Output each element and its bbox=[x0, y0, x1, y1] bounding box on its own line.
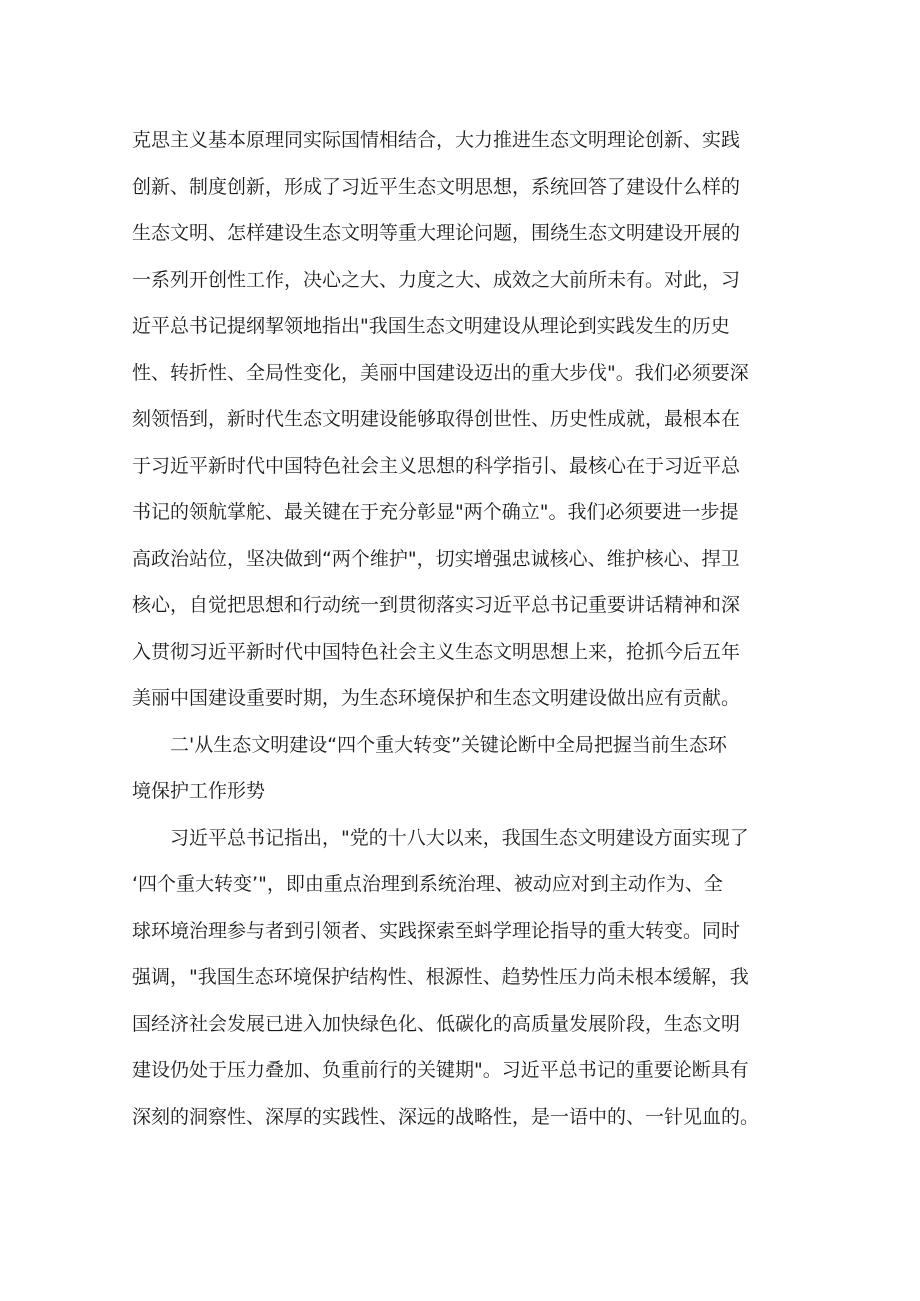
text-line: 书记的领航掌舵、最关键在于充分彰显"两个确立"。我们必须要进一步提 bbox=[132, 501, 739, 523]
text-line: 高政治站位，坚决做到“两个维护"，切实增强忠诚核心、维护核心、捍卫 bbox=[132, 547, 740, 570]
text-line: 近平总书记提纲挈领地指出"我国生态文明建设从理论到实践发生的历史 bbox=[132, 315, 730, 337]
text-line: 核心，自觉把思想和行动统一到贯彻落实习近平总书记重要讲话精神和深 bbox=[132, 594, 741, 616]
text-line: 刻领悟到，新时代生态文明建设能够取得创世性、历史性成就，最根本在 bbox=[132, 408, 741, 430]
text-line: 境保护工作形势 bbox=[132, 780, 266, 802]
text-line: ‘四个重大转变’"，即由重点治理到系统治理、被动应对到主动作为、全 bbox=[132, 873, 723, 895]
text-line: 深刻的洞察性、深厚的实践性、深远的战略性，是一语中的、一针见血的。 bbox=[132, 1105, 760, 1128]
text-line: 球环境治理参与者到引领者、实践探索至蚪学理论指导的重大转变。同时 bbox=[132, 919, 741, 942]
text-line: 性、转折性、全局性变化，美丽中国建设迈出的重大步伐"。我们必须要深 bbox=[132, 361, 749, 384]
text-line: 建设仍处于压力叠加、负重前行的关键期"。习近平总书记的重要论断具有 bbox=[132, 1059, 749, 1081]
text-line: 生态文明、怎样建设生态文明等重大理论问题，围绕生态文明建设开展的 bbox=[132, 222, 741, 244]
text-line: 一系列开创性工作，决心之大、力度之大、成效之大前所未有。对此，习 bbox=[132, 268, 741, 291]
document-body bbox=[132, 117, 792, 1140]
text-line: 入贯彻习近平新时代中国特色社会主义生态文明思想上来，抢抓今后五年 bbox=[132, 640, 741, 663]
text-line: 国经济社会发展已进入加快绿色化、低碳化的高质量发展阶段，生态文明 bbox=[132, 1012, 741, 1035]
text-line: 强调，"我国生态环境保护结构性、根源性、趋势性压力尚未根本缓解，我 bbox=[132, 966, 749, 988]
text-line: 于习近平新时代中国特色社会主义思想的科学指引、最核心在于习近平总 bbox=[132, 454, 741, 477]
text-line: 克思主义基本原理同实际国情相结合，大力推进生态文明理论创新、实践 bbox=[132, 129, 741, 151]
text-line: 二'从生态文明建设“四个重大转变”关键论断中全局把握当前生态环 bbox=[132, 733, 727, 756]
text-line: 美丽中国建设重要时期，为生态环境保护和生态文明建设做出应有贡献。 bbox=[132, 687, 741, 709]
text-line: 习近平总书记指出，"党的十八大以来，我国生态文明建设方面实现了 bbox=[132, 826, 749, 849]
text-line: 创新、制度创新，形成了习近平生态文明思想，系统回答了建设什么样的 bbox=[132, 175, 741, 198]
